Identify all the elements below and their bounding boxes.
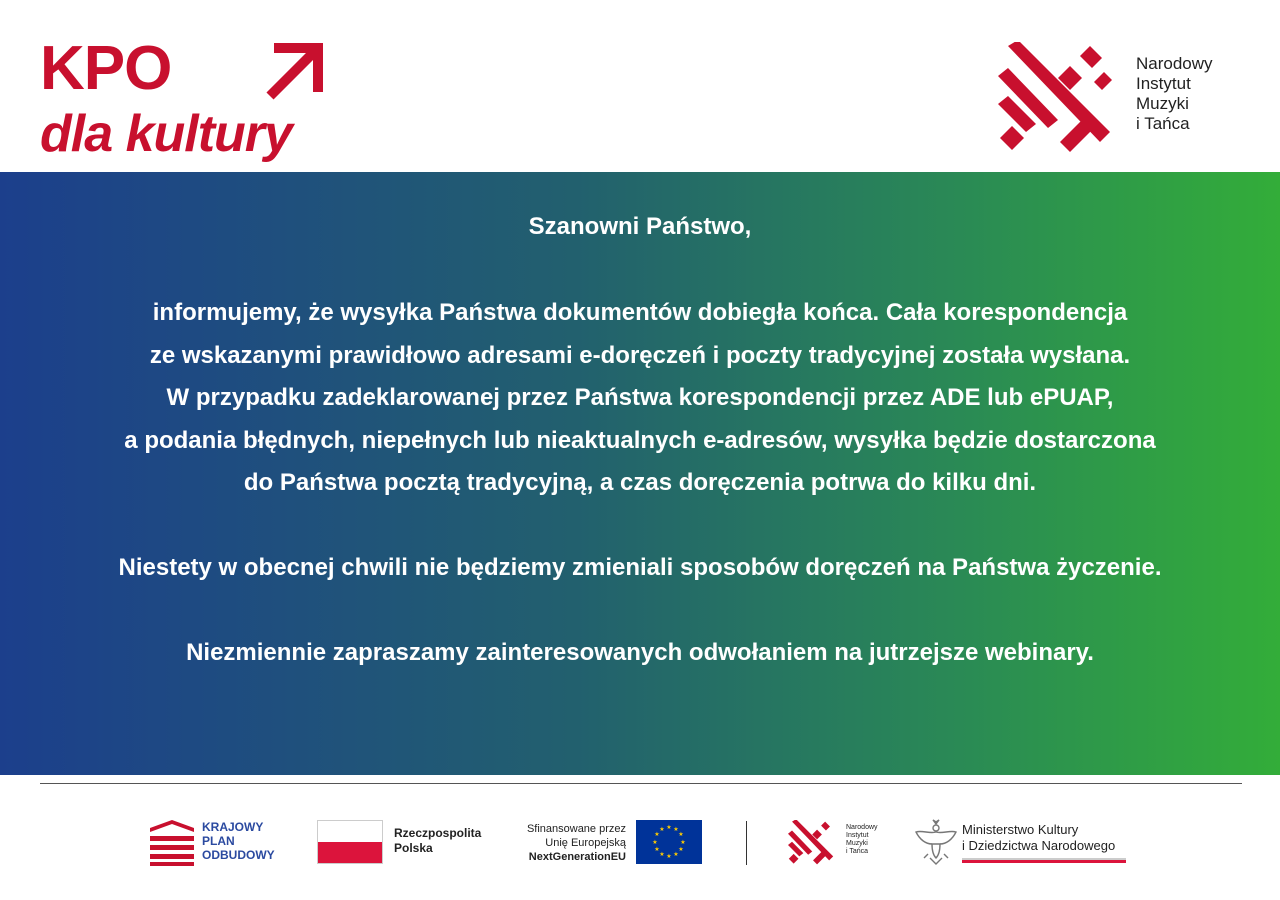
kpo-logo-subtitle: dla kultury bbox=[40, 105, 292, 163]
ministry-line: Ministerstwo Kultury bbox=[962, 822, 1079, 837]
kpo-footer-line: KRAJOWY bbox=[202, 820, 264, 834]
text-line: do Państwa pocztą tradycyjną, a czas doręczenia potrwa do kilku dni. bbox=[243, 469, 1037, 496]
nimit-line: Instytut bbox=[1136, 74, 1191, 93]
kpo-logo-title: KPO bbox=[40, 34, 172, 103]
eu-funding-text bbox=[500, 822, 626, 864]
eu-line: NextGenerationEU bbox=[528, 851, 626, 863]
krajowy-plan-odbudowy-icon bbox=[150, 820, 194, 866]
text-line: W przypadku zadeklarowanej przez Państwa korespondencji przez ADE lub ePUAP, bbox=[166, 384, 1114, 411]
ministry-line: i Dziedzictwa Narodowego bbox=[962, 838, 1116, 853]
rzeczpospolita-text bbox=[394, 826, 481, 856]
eu-flag-icon bbox=[636, 820, 702, 864]
text-line: ze wskazanymi prawidłowo adresami e-doręczeń i poczty tradycyjnej została wysłana. bbox=[149, 341, 1131, 369]
header bbox=[0, 0, 1280, 172]
svg-text:★: ★ bbox=[673, 826, 679, 833]
nimit-small-line: Instytut bbox=[846, 832, 869, 839]
nimit-small-text bbox=[846, 824, 878, 856]
svg-text:★: ★ bbox=[654, 831, 660, 838]
svg-text:★: ★ bbox=[652, 839, 658, 846]
rp-line: Polska bbox=[394, 841, 433, 855]
arrow-up-right-icon bbox=[264, 42, 324, 102]
message-banner bbox=[0, 172, 1280, 775]
footer-divider bbox=[40, 783, 1242, 784]
nimit-logo-icon bbox=[998, 42, 1112, 156]
polish-flag-icon bbox=[317, 820, 383, 864]
svg-text:★: ★ bbox=[659, 851, 665, 858]
nimit-small-logo-icon bbox=[788, 820, 834, 866]
nimit-small-line: Narodowy bbox=[846, 824, 878, 831]
kpo-footer-text bbox=[202, 820, 275, 862]
svg-text:★: ★ bbox=[673, 851, 679, 858]
eu-line: Sfinansowane przez bbox=[526, 823, 626, 835]
svg-text:★: ★ bbox=[678, 831, 684, 838]
svg-text:★: ★ bbox=[654, 846, 660, 853]
rp-line: Rzeczpospolita bbox=[394, 826, 482, 840]
nimit-logo-text bbox=[1136, 54, 1213, 134]
paragraph-delivery-info bbox=[0, 292, 1280, 505]
svg-text:★: ★ bbox=[680, 839, 686, 846]
svg-text:★: ★ bbox=[659, 826, 665, 833]
kpo-footer-line: PLAN bbox=[202, 834, 235, 848]
svg-text:★: ★ bbox=[666, 824, 672, 831]
nimit-small-line: i Tańca bbox=[846, 848, 869, 855]
eu-line: Unię Europejską bbox=[545, 837, 626, 849]
text-line: informujemy, że wysyłka Państwa dokumentów dobiegła końca. Cała korespondencja bbox=[152, 299, 1128, 326]
footer-separator bbox=[746, 821, 747, 865]
text-line: a podania błędnych, niepełnych lub nieaktualnych e-adresów, wysyłka będzie dostarczona bbox=[124, 426, 1156, 454]
nimit-line: i Tańca bbox=[1136, 114, 1190, 133]
svg-text:★: ★ bbox=[678, 846, 684, 853]
kpo-footer-line: ODBUDOWY bbox=[202, 848, 275, 862]
paragraph-no-changes: Niestety w obecnej chwili nie będziemy zmieniali sposobów doręczeń na Państwa życzenie. bbox=[118, 554, 1162, 581]
nimit-line: Narodowy bbox=[1136, 54, 1213, 73]
paragraph-webinar-invite: Niezmiennie zapraszamy zainteresowanych odwołaniem na jutrzejsze webinary. bbox=[186, 639, 1094, 666]
ministry-text bbox=[962, 822, 1115, 854]
nimit-small-line: Muzyki bbox=[846, 840, 868, 847]
greeting: Szanowni Państwo, bbox=[528, 213, 752, 240]
svg-text:★: ★ bbox=[666, 853, 672, 860]
nimit-line: Muzyki bbox=[1136, 94, 1189, 113]
polish-eagle-icon bbox=[914, 818, 958, 866]
ministry-flag-stripe bbox=[962, 858, 1126, 863]
